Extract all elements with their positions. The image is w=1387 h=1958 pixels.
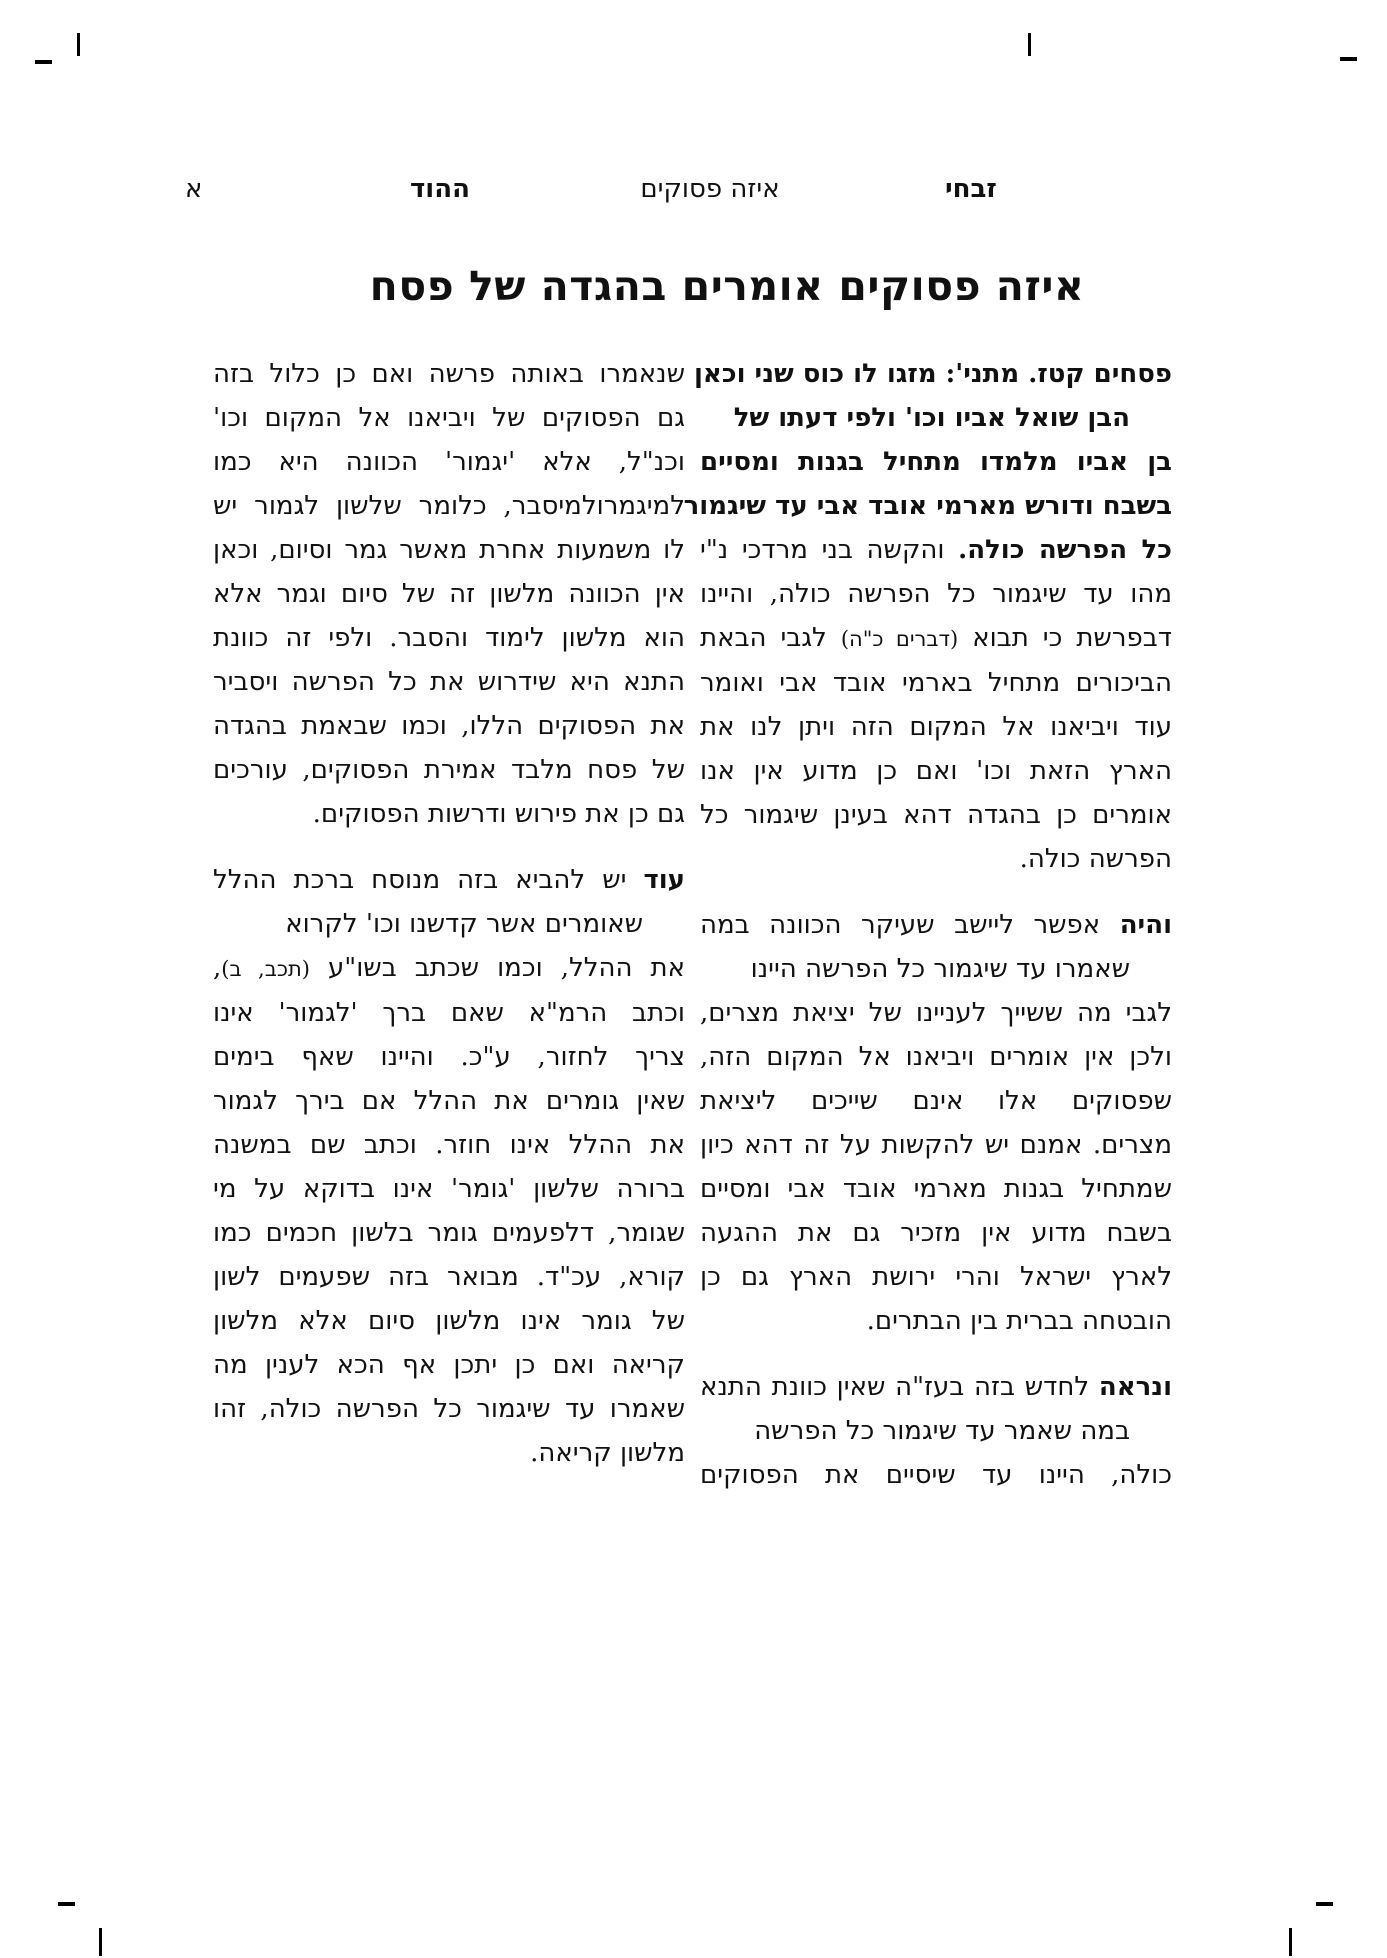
- text-line: [700, 1453, 1172, 1497]
- text-line: [700, 991, 1172, 1035]
- text-run: אומרים כן בהגדה דהא בעינן שיגמור כל: [700, 800, 1172, 830]
- paragraph: [213, 858, 685, 1475]
- text-run: שאמרו עד שיגמור כל הפרשה היינו: [750, 954, 1130, 984]
- text-line: [213, 704, 685, 748]
- text-run: במה שאמר עד שיגמור כל הפרשה: [754, 1416, 1130, 1446]
- text-run: אין הכוונה מלשון זה של סיום וגמר אלא: [213, 579, 685, 609]
- text-line: [700, 1211, 1172, 1255]
- text-line: [700, 616, 1172, 661]
- text-line: [700, 903, 1172, 947]
- text-run: שפסוקים אלו אינם שייכים ליציאת: [700, 1086, 1172, 1116]
- text-line: [700, 1079, 1172, 1123]
- text-run: שאומרים אשר קדשנו וכו' לקרוא: [285, 909, 643, 939]
- header-book-name-part1: זבחי: [945, 174, 997, 204]
- text-run: גם הפסוקים של ויביאנו אל המקום וכו': [213, 403, 685, 433]
- text-run: אפשר ליישב שעיקר הכוונה במה: [700, 910, 1120, 940]
- paragraph: [700, 903, 1172, 1343]
- text-line: [700, 705, 1172, 749]
- bold-text-run: פסחים קטז. מתני': מזגו לו כוס שני וכאן: [694, 359, 1172, 389]
- paragraph: [700, 1365, 1172, 1497]
- corner-mark-top-left-dash: [35, 60, 52, 64]
- text-line: [700, 1035, 1172, 1079]
- text-run: הובטחה בברית בין הבתרים.: [866, 1306, 1172, 1336]
- text-run: בשבח מדוע אין מזכיר גם את ההגעה: [700, 1218, 1172, 1248]
- text-line: [700, 1255, 1172, 1299]
- text-line: [213, 1255, 685, 1299]
- text-run: שנאמרו באותה פרשה ואם כן כלול בזה: [213, 359, 685, 389]
- text-line: [683, 484, 1172, 528]
- text-line: [213, 902, 685, 946]
- text-line: [213, 748, 685, 792]
- header-page-number: א: [185, 174, 203, 204]
- text-run: עוד ויביאנו אל המקום הזה ויתן לנו את: [700, 712, 1172, 742]
- text-line: [700, 793, 1172, 837]
- text-run: את הפסוקים הללו, וכמו שבאמת בהגדה: [213, 711, 685, 741]
- text-line: [213, 440, 685, 484]
- corner-mark-top-right-vertical: [1028, 33, 1031, 56]
- text-line: [700, 1123, 1172, 1167]
- paragraph: [683, 352, 1172, 881]
- text-run: את ההלל, וכמו שכתב בשו"ע: [309, 953, 685, 983]
- text-run: שאין גומרים את ההלל אם בירך לגמור: [213, 1086, 685, 1116]
- header-book-name-part2: ההוד: [410, 174, 470, 204]
- running-header: [0, 174, 1387, 214]
- text-run: לגבי הבאת: [700, 623, 841, 653]
- text-run: לו משמעות אחרת מאשר גמר וסיום, וכאן: [213, 535, 685, 565]
- text-run: את ההלל אינו חוזר. וכתב שם במשנה: [213, 1130, 685, 1160]
- text-run: ולכן אין אומרים ויביאנו אל המקום הזה,: [700, 1042, 1172, 1072]
- text-line: [213, 991, 685, 1035]
- text-line: [213, 1035, 685, 1079]
- text-run: דבפרשת כי תבוא: [958, 623, 1172, 653]
- text-line: [213, 792, 685, 836]
- text-run: התנא היא שידרוש את כל הפרשה ויסביר: [213, 667, 685, 697]
- text-run: הביכורים מתחיל בארמי אובד אבי ואומר: [700, 668, 1172, 698]
- text-line: [213, 572, 685, 616]
- corner-mark-top-left-vertical: [77, 33, 80, 56]
- corner-mark-bottom-left-dash: [58, 1902, 75, 1906]
- bold-text-run: כל הפרשה כולה.: [958, 535, 1172, 565]
- text-run: שאמרו עד שיגמור כל הפרשה כולה, זהו: [213, 1394, 685, 1424]
- corner-mark-bottom-left-vertical: [99, 1928, 102, 1956]
- text-run: הארץ הזאת וכו' ואם כן מדוע אין אנו: [700, 756, 1172, 786]
- text-run: (תכב, ב): [221, 957, 310, 981]
- text-line: [700, 661, 1172, 705]
- text-line: [694, 352, 1172, 396]
- text-run: קורא, עכ"ד. מבואר בזה שפעמים לשון: [213, 1262, 685, 1292]
- text-line: [213, 858, 685, 902]
- text-line: [213, 1123, 685, 1167]
- text-line: [213, 1167, 685, 1211]
- paragraph: [213, 352, 685, 836]
- bold-text-run: ונראה: [1098, 1372, 1172, 1402]
- text-run: לחדש בזה בעז"ה שאין כוונת התנא: [700, 1372, 1099, 1402]
- text-line: [213, 616, 685, 660]
- bold-text-run: בן אביו מלמדו מתחיל בגנות ומסיים: [700, 447, 1172, 477]
- text-line: [213, 660, 685, 704]
- text-line: [213, 352, 685, 396]
- text-run: מהו עד שיגמור כל הפרשה כולה, והיינו: [700, 579, 1172, 609]
- text-line: [213, 396, 685, 440]
- text-line: [700, 749, 1172, 793]
- text-line: [700, 1365, 1172, 1409]
- text-run: לגבי מה ששייך לעניינו של יציאת מצרים,: [700, 998, 1172, 1028]
- text-line: [213, 1387, 685, 1431]
- text-line: [700, 572, 1172, 616]
- right-column: [683, 352, 1172, 1497]
- text-line: [213, 528, 685, 572]
- corner-mark-bottom-right-vertical: [1289, 1928, 1292, 1956]
- text-line: [700, 837, 1172, 881]
- text-run: צריך לחזור, ע"כ. והיינו שאף בימים: [213, 1042, 685, 1072]
- text-run: של גומר אינו מלשון סיום אלא מלשון: [213, 1306, 685, 1336]
- text-run: קריאה ואם כן יתכן אף הכא לענין מה: [213, 1350, 685, 1380]
- text-line: [213, 1211, 685, 1255]
- text-run: לארץ ישראל והרי ירושת הארץ גם כן: [700, 1262, 1172, 1292]
- text-run: שגומר, דלפעמים גומר בלשון חכמים כמו: [213, 1218, 685, 1248]
- corner-mark-top-right-dash: [1340, 57, 1357, 61]
- corner-mark-bottom-right-dash: [1316, 1902, 1333, 1906]
- bold-text-run: בשבח ודורש מארמי אובד אבי עד שיגמור: [683, 491, 1172, 521]
- text-run: והקשה בני מרדכי נ"י: [700, 535, 959, 565]
- text-run: ,: [213, 953, 222, 983]
- text-line: [213, 1299, 685, 1343]
- text-run: וכנ"ל, אלא 'יגמור' הכוונה היא כמו: [213, 447, 685, 477]
- text-run: וכתב הרמ"א שאם ברך 'לגמור' אינו: [213, 998, 685, 1028]
- text-line: [213, 1343, 685, 1387]
- text-line: [213, 1431, 685, 1475]
- text-line: [700, 396, 1172, 440]
- text-line: [700, 947, 1172, 991]
- text-run: מצרים. אמנם יש להקשות על זה דהא כיון: [700, 1130, 1172, 1160]
- text-run: גם כן את פירוש ודרשות הפסוקים.: [312, 799, 685, 829]
- text-run: כולה, היינו עד שיסיים את הפסוקים: [700, 1460, 1172, 1490]
- text-run: למיגמרולמיסבר, כלומר שלשון לגמור יש: [213, 491, 685, 521]
- text-run: של פסח מלבד אמירת הפסוקים, עורכים: [213, 755, 685, 785]
- text-line: [213, 1079, 685, 1123]
- text-run: ברורה שלשון 'גומר' אינו בדוקא על מי: [213, 1174, 685, 1204]
- text-line: [700, 1409, 1172, 1453]
- left-column: [213, 352, 685, 1475]
- header-chapter-title: איזה פסוקים: [640, 174, 780, 204]
- chapter-title: איזה פסוקים אומרים בהגדה של פסח: [369, 262, 1085, 310]
- text-run: יש להביא בזה מנוסח ברכת ההלל: [213, 865, 644, 895]
- text-run: מלשון קריאה.: [530, 1438, 685, 1468]
- bold-text-run: עוד: [643, 865, 685, 895]
- text-line: [700, 528, 1172, 572]
- text-run: (דברים כ"ה): [840, 627, 959, 651]
- bold-text-run: והיה: [1119, 910, 1172, 940]
- bold-text-run: הבן שואל אביו וכו' ולפי דעתו של: [733, 403, 1130, 433]
- text-run: שמתחיל בגנות מארמי אובד אבי ומסיים: [700, 1174, 1172, 1204]
- text-line: [700, 1167, 1172, 1211]
- text-run: הוא מלשון לימוד והסבר. ולפי זה כוונת: [213, 623, 685, 653]
- text-run: הפרשה כולה.: [1019, 844, 1172, 874]
- text-line: [700, 1299, 1172, 1343]
- text-line: [213, 484, 685, 528]
- text-line: [213, 946, 685, 991]
- text-line: [700, 440, 1172, 484]
